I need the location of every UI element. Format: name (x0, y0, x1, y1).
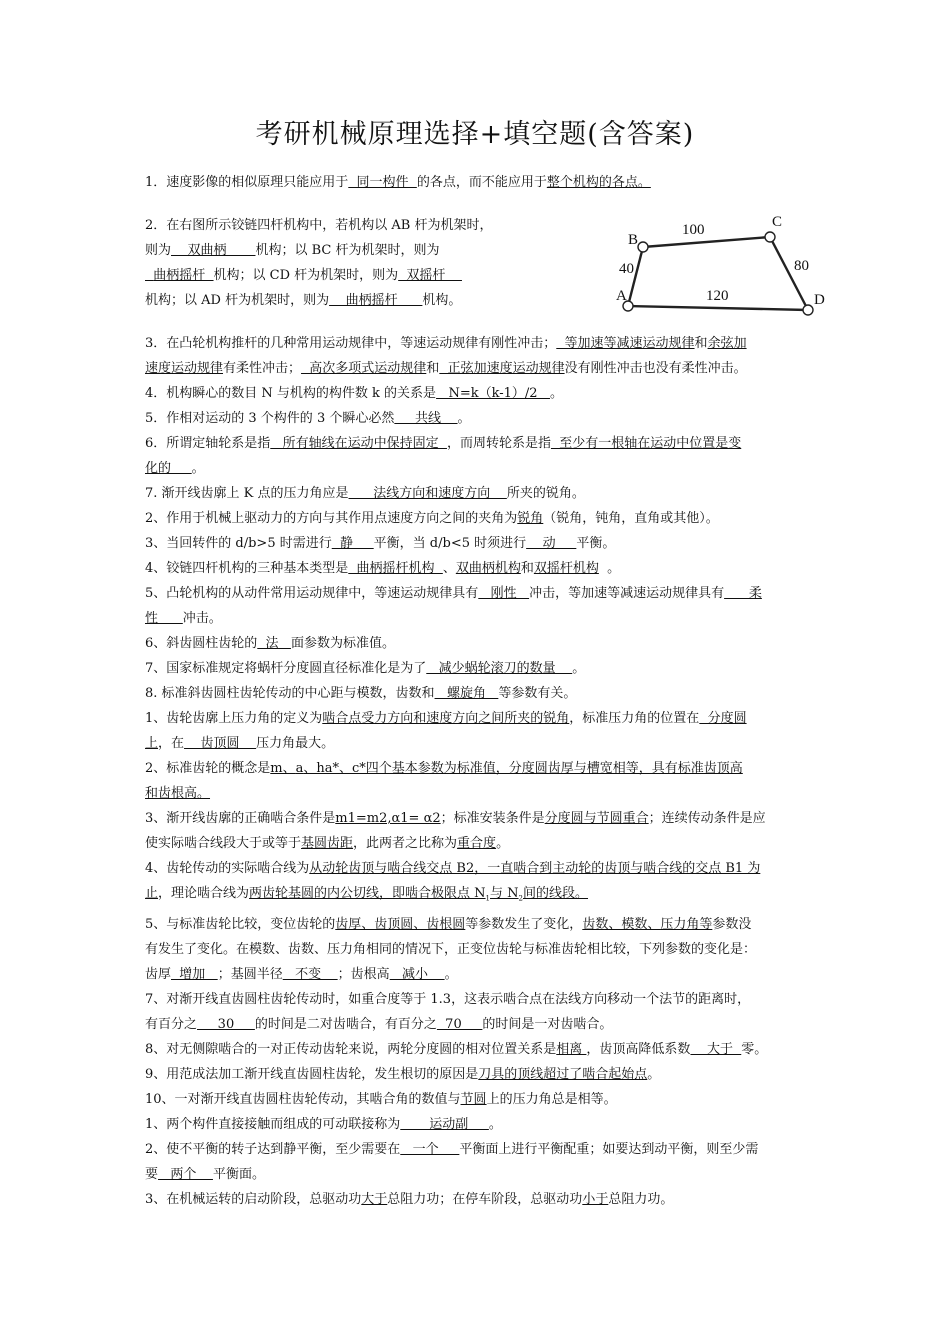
question-text: 。 (457, 411, 471, 426)
text-line (145, 1062, 810, 1087)
answer-blank: 双曲柄 (171, 243, 256, 258)
answer-blank: 性 (145, 611, 183, 626)
question-text: ，在 (158, 736, 185, 751)
answer-blank: 静 (331, 536, 374, 551)
question-text: 。 (191, 461, 205, 476)
answer-blank: 余弦加 (707, 336, 747, 351)
answer-blank: 从动轮齿顶与啮合线交点 B2，一直啮合到主动轮的齿顶与啮合线的交点 B1 为 (309, 861, 761, 876)
answer-blank: 正弦加速度运动规律 (439, 361, 565, 376)
answer-blank: 止 (145, 886, 159, 901)
question-text: 冲击。 (182, 611, 222, 626)
question-text: 零。 (741, 1041, 768, 1057)
question-text: 7. 渐开线齿廓上 K 点的压力角应是 (145, 486, 349, 501)
answer-blank: m、 (270, 761, 296, 776)
answer-blank: 分度圆与节圆重合 (544, 811, 649, 826)
text-line (145, 456, 810, 481)
question-text: 面参数为标准值。 (290, 636, 395, 651)
text-line (145, 406, 810, 431)
text-line (145, 856, 810, 881)
question-text: 平衡面上进行平衡配重；如要达到动平衡，则至少需 (459, 1141, 759, 1157)
label-c: C (772, 214, 783, 230)
text-line (145, 431, 810, 456)
answer-blank: 锐角 (517, 511, 544, 526)
question-text: 5．作相对运动的 3 个构件的 3 个瞬心必然 (145, 411, 395, 426)
question-text: 。 (488, 1116, 502, 1132)
question-text: 2、标准齿轮的概念是 (145, 761, 271, 776)
question-list (145, 170, 810, 1212)
answer-blank: 减小 (389, 966, 445, 982)
question-text: 的时间是二对齿啮合，有百分之 (254, 1016, 437, 1032)
question-text: 。 (549, 386, 563, 401)
question-text: 上的压力角总是相等。 (486, 1091, 617, 1107)
text-line (145, 356, 810, 381)
answer-blank: 齿厚、齿顶圆、齿根圆 (335, 916, 466, 932)
question-text: 8. 标准斜齿圆柱齿轮传动的中心距与模数，齿数和 (145, 686, 435, 701)
answer-blank: 双摇杆机构 (533, 561, 599, 576)
question-text: 7、国家标准规定将蜗杆分度圆直径标准化是为了 (145, 661, 427, 676)
answer-blank: 高次多项式运动规律 (301, 361, 427, 376)
answer-blank: 不变 (282, 966, 338, 982)
answer-blank: N=k（k-1）/2 (436, 386, 550, 401)
answer-blank: 大于 (690, 1041, 742, 1057)
question-text: 3、渐开线齿廓的正确啮合条件是 (145, 811, 336, 826)
question-text: 。 (444, 966, 458, 982)
answer-blank: 运动副 (400, 1116, 489, 1132)
answer-blank: 大于 (361, 1191, 388, 1207)
text-line (145, 288, 565, 313)
question-text: 等参数有关。 (498, 686, 577, 701)
answer-blank: 双曲柄机构 (455, 561, 521, 576)
text-line (145, 556, 810, 581)
question-text: 总阻力功。 (608, 1191, 674, 1207)
text-line (145, 581, 810, 606)
answer-blank: 两齿轮基圆的内公切线，即啮合极限点 N (249, 886, 486, 901)
question-text: 使实际啮合线段大于或等于 (145, 836, 302, 851)
question-text: 所夹的锐角。 (506, 486, 585, 501)
question-text: 没有刚性冲击也没有柔性冲击。 (564, 361, 747, 376)
question-text: 机构；以 CD 杆为机架时，则为 (213, 268, 399, 283)
text-line (145, 781, 810, 806)
question-text: 1、两个构件直接接触而组成的可动联接称为 (145, 1116, 401, 1132)
text-line (145, 706, 810, 731)
answer-blank: 啮合点受力方向和速度方向之间所夹的锐角 (322, 711, 570, 726)
question-text: 10、一对渐开线直齿圆柱齿轮传动，其啮合角的数值与 (145, 1091, 461, 1107)
answer-blank: 节圆 (460, 1091, 487, 1107)
question-text: 4．机构瞬心的数目 N 与机构的构件数 k 的关系是 (145, 386, 437, 401)
subscript: 1 (485, 894, 491, 903)
length-bc: 100 (682, 222, 705, 238)
question-text: 3．在凸轮机构推杆的几种常用运动规律中，等速运动规律有刚性冲击； (145, 336, 557, 351)
question-text: ，标准压力角的位置在 (569, 711, 700, 726)
answer-blank: 间的线段。 (523, 886, 589, 901)
question-text: 3、在机械运转的启动阶段，总驱动功 (145, 1191, 362, 1207)
answer-blank: 所有轴线在运动中保持固定 (270, 436, 447, 451)
question-text: 4、铰链四杆机构的三种基本类型是 (145, 561, 349, 576)
question-text: 。 (647, 1066, 661, 1082)
question-text: 8、对无侧隙啮合的一对正传动齿轮来说，两轮分度圆的相对位置关系是 (145, 1041, 557, 1057)
question-text: 有柔性冲击； (223, 361, 302, 376)
question-text: 2．在右图所示铰链四杆机构中，若机构以 AB 杆为机架时， (145, 218, 493, 233)
question-text: 3、当回转件的 d/b>5 时需进行 (145, 536, 332, 551)
answer-blank: 等加速等减速运动规律 (556, 336, 695, 351)
text-line (145, 1087, 810, 1112)
question-text: ，理论啮合线为 (158, 886, 250, 901)
answer-blank: 两个 (158, 1166, 213, 1182)
question-text: 要 (145, 1166, 159, 1182)
question-text: 机构；以 BC 杆为机架时，则为 (255, 243, 440, 258)
answer-blank: 刚性 (478, 586, 530, 601)
answer-blank: m1=m2,α1= α2 (335, 811, 441, 826)
question-text: 压力角最大。 (256, 736, 335, 751)
answer-blank: 同一构件 (348, 175, 417, 190)
text-line (145, 756, 810, 781)
answer-blank: 曲柄摇杆 (329, 293, 423, 308)
question-text: 、 (442, 561, 456, 576)
answer-blank: 30 (197, 1016, 255, 1032)
text-line (145, 213, 565, 238)
answer-blank: 与 N (490, 886, 519, 901)
text-line (145, 912, 810, 937)
question-text: 机构。 (422, 293, 462, 308)
answer-blank: 螺旋角 (434, 686, 499, 701)
text-line (145, 1112, 810, 1137)
question-text: 5、与标准齿轮比较，变位齿轮的 (145, 916, 336, 932)
answer-blank: 法线方向和速度方向 (348, 486, 507, 501)
question-text: ，齿顶高降低系数 (586, 1041, 691, 1057)
text-line (145, 606, 810, 631)
answer-blank: 整个机构的各点。 (546, 175, 651, 190)
text-line (145, 263, 565, 288)
question-text: 平衡面。 (212, 1166, 265, 1182)
text-line (145, 1037, 810, 1062)
question-text: 等参数发生了变化， (465, 916, 583, 932)
question-text: 有百分之 (145, 1016, 198, 1032)
question-text: 和 (520, 561, 534, 576)
question-text: 。 (496, 836, 510, 851)
label-b: B (628, 232, 639, 248)
question-text: 和 (694, 336, 708, 351)
text-line (145, 831, 810, 856)
question-text: 9、用范成法加工渐开线直齿圆柱齿轮，发生根切的原因是 (145, 1066, 479, 1082)
page-title: 考研机械原理选择+填空题(含答案) (255, 119, 695, 150)
answer-blank: 、ha*、c*四个基本参数为标准值，分度圆齿厚与槽宽相等，具有标准齿顶高 (303, 761, 743, 776)
question-text: 5、凸轮机构的从动件常用运动规律中，等速运动规律具有 (145, 586, 479, 601)
answer-blank: 增加 (171, 966, 218, 982)
question-text: 2、使不平衡的转子达到静平衡，至少需要在 (145, 1141, 401, 1157)
answer-blank: 双摇杆 (398, 268, 462, 283)
question-text: 4、齿轮传动的实际啮合线为 (145, 861, 310, 876)
answer-blank: 法 (257, 636, 291, 651)
answer-blank: 曲柄摇杆 (145, 268, 214, 283)
question-text: 的各点，而不能应用于 (416, 175, 547, 190)
text-line (145, 238, 565, 263)
text-line (145, 331, 810, 356)
subscript: 2 (518, 894, 523, 903)
question-text: ，此两者之比称为 (353, 836, 458, 851)
question-text: 总阻力功；在停车阶段，总驱动功 (387, 1191, 583, 1207)
answer-blank: 齿顶圆 (184, 736, 257, 751)
answer-blank: 和齿根高。 (145, 786, 211, 801)
answer-blank: 一个 (400, 1141, 460, 1157)
question-text: 冲击，等加速等减速运动规律具有 (529, 586, 725, 601)
question-text: 6．所谓定轴轮系是指 (145, 436, 271, 451)
answer-blank: 动 (526, 536, 577, 551)
question-text: 。 (598, 561, 621, 576)
answer-blank: a (295, 761, 304, 776)
length-cd: 80 (794, 258, 809, 274)
answer-blank: 70 (436, 1016, 483, 1032)
label-a: A (616, 288, 627, 304)
question-text: 机构；以 AD 杆为机架时，则为 (145, 293, 330, 308)
question-text: 和 (426, 361, 440, 376)
answer-blank: 重合度 (457, 836, 497, 851)
text-line (145, 1162, 810, 1187)
question-text: 的时间是一对齿啮合。 (482, 1016, 613, 1032)
answer-blank: 至少有一根轴在运动中位置是变 (550, 436, 742, 451)
answer-blank: 化的 (145, 461, 192, 476)
text-line (145, 962, 810, 987)
answer-blank: 基圆齿距 (301, 836, 354, 851)
text-line (145, 1137, 810, 1162)
text-line (145, 1012, 810, 1037)
answer-blank: 齿数、模数、压力角等 (582, 916, 713, 932)
text-line (145, 481, 810, 506)
answer-blank: 曲柄摇杆机构 (348, 561, 443, 576)
question-text: 1．速度影像的相似原理只能应用于 (145, 175, 349, 190)
answer-blank: 相离 (556, 1041, 587, 1057)
answer-blank: 分度圆 (699, 711, 747, 726)
question-text: ；齿根高 (337, 966, 390, 982)
text-line (145, 881, 810, 912)
text-line (145, 987, 810, 1012)
question-text: ；连续传动条件是应 (648, 811, 766, 826)
answer-blank: 小于 (582, 1191, 609, 1207)
question-text: ；基圆半径 (217, 966, 283, 982)
text-line (145, 681, 810, 706)
question-text: 1、齿轮齿廓上压力角的定义为 (145, 711, 323, 726)
question-text: 参数没 (712, 916, 752, 932)
question-text: （锐角，钝角，直角或其他）。 (543, 511, 719, 526)
answer-blank: 刀具的顶线超过了啮合起始点 (478, 1066, 648, 1082)
question-text: 有发生了变化。在模数、齿数、压力角相同的情况下，正变位齿轮与标准齿轮相比较，下列参数的变化是： (145, 941, 757, 957)
text-line (145, 656, 810, 681)
question-text: 平衡，当 d/b<5 时须进行 (373, 536, 527, 551)
question-text: 平衡。 (576, 536, 616, 551)
text-line (145, 170, 810, 195)
answer-blank: 减少蜗轮滚刀的数量 (426, 661, 573, 676)
text-line (145, 506, 810, 531)
question-text: 。 (572, 661, 586, 676)
label-d: D (814, 292, 825, 308)
answer-blank: 共线 (394, 411, 458, 426)
question-text: 齿厚 (145, 966, 172, 982)
answer-blank: 速度运动规律 (145, 361, 224, 376)
length-ad: 120 (706, 288, 729, 304)
text-line (145, 631, 810, 656)
question-text: 则为 (145, 243, 172, 258)
text-line (145, 381, 810, 406)
question-text: 6、斜齿圆柱齿轮的 (145, 636, 258, 651)
answer-blank: 上 (145, 736, 159, 751)
text-line (145, 731, 810, 756)
text-line (145, 937, 810, 962)
text-line (145, 1187, 810, 1212)
answer-blank: 柔 (724, 586, 762, 601)
length-ab: 40 (619, 261, 634, 277)
question-text: 7、对渐开线直齿圆柱齿轮传动时，如重合度等于 1.3，这表示啮合点在法线方向移动一个法节的距离时， (145, 991, 751, 1007)
text-line (145, 806, 810, 831)
question-text: ，而周转轮系是指 (446, 436, 551, 451)
text-line (145, 531, 810, 556)
question-text: ；标准安装条件是 (440, 811, 545, 826)
question-text: 2、作用于机械上驱动力的方向与其作用点速度方向之间的夹角为 (145, 511, 518, 526)
